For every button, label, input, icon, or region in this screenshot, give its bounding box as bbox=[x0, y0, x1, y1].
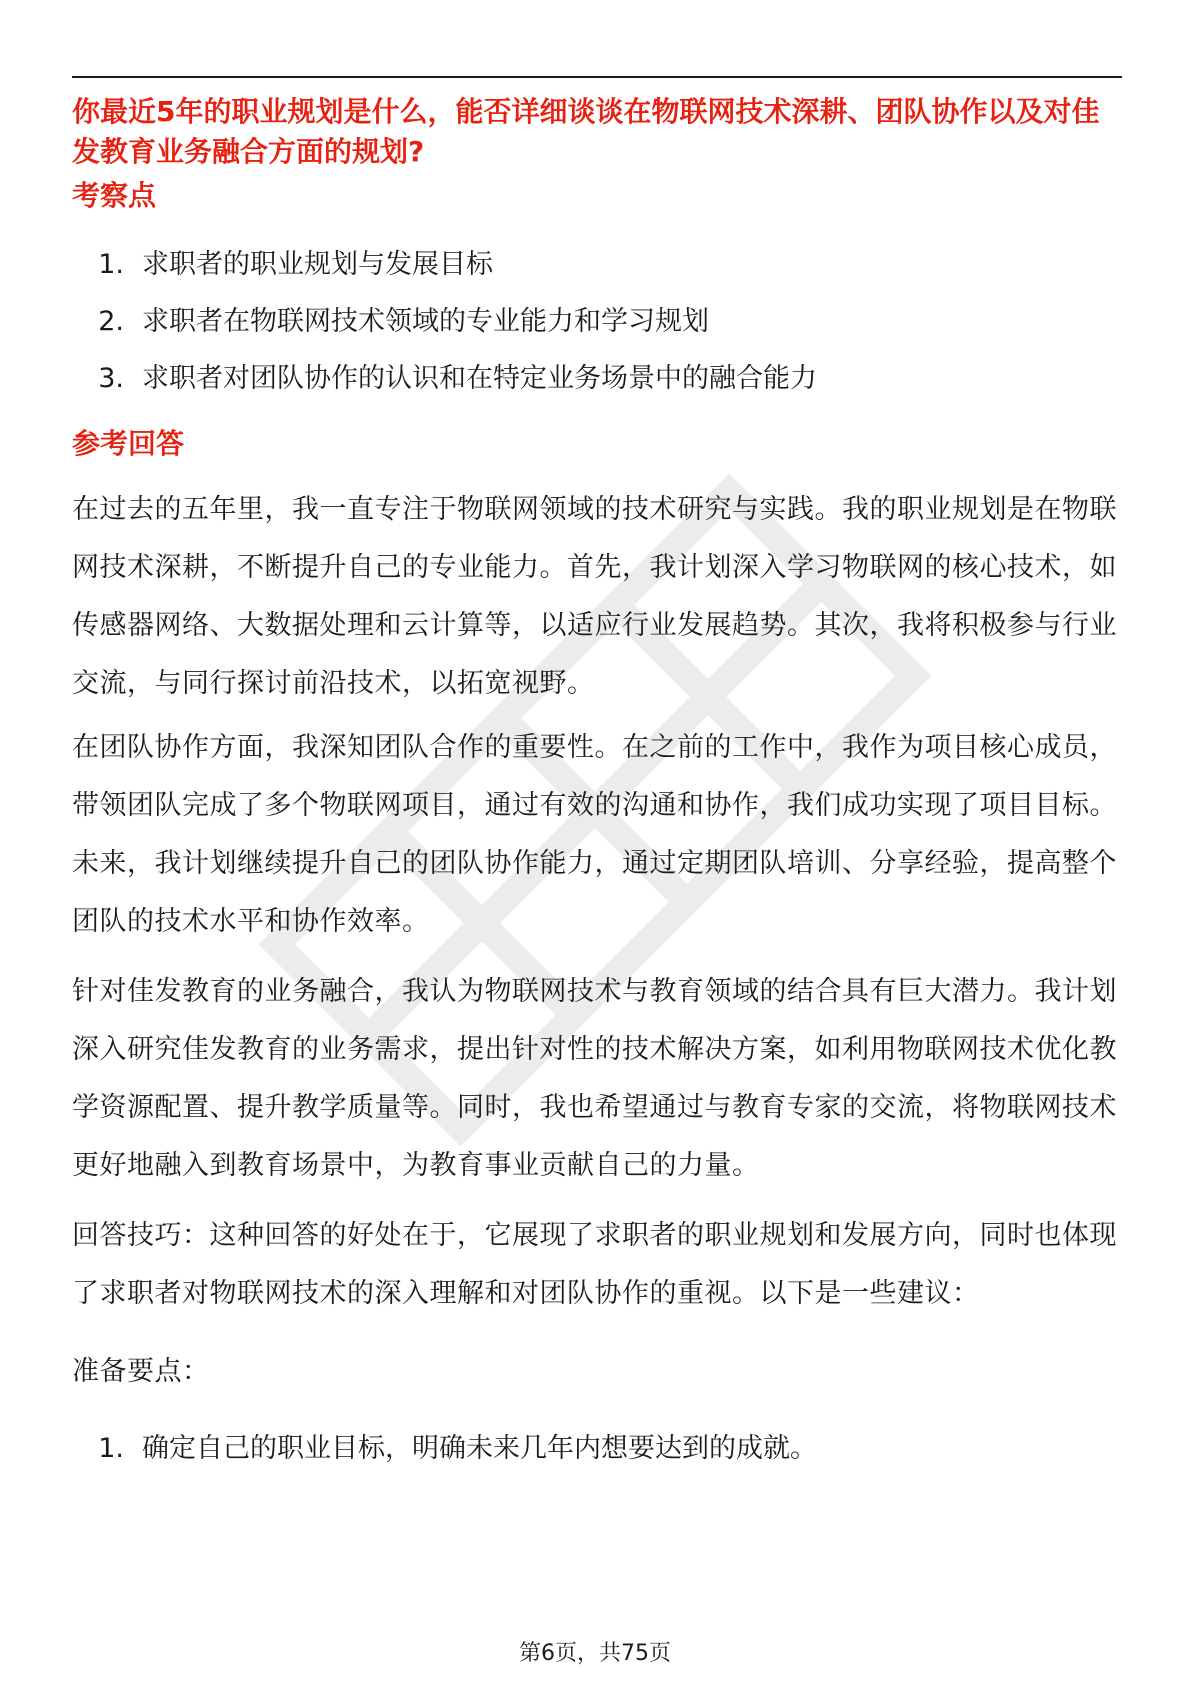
prep-list bbox=[72, 1420, 1122, 1477]
list-text: 求职者在物联网技术领域的专业能力和学习规划 bbox=[142, 306, 709, 337]
list-number: 1. bbox=[98, 1433, 124, 1464]
top-rule bbox=[72, 76, 1122, 78]
question-title: 你最近5年的职业规划是什么，能否详细谈谈在物联网技术深耕、团队协作以及对佳发教育业务融合方面的规划? bbox=[72, 95, 1100, 168]
answer-paragraph-1: 在过去的五年里，我一直专注于物联网领域的技术研究与实践。我的职业规划是在物联网技术深耕，不断提升自己的专业能力。首先，我计划深入学习物联网的核心技术，如传感器网络、大数据处理和云计算等，以适应行业发展趋势。其次，我将积极参与行业交流，与同行探讨前沿技术，以拓宽视野。 bbox=[72, 494, 1117, 699]
points-heading: 考察点 bbox=[72, 179, 157, 212]
list-text: 确定自己的职业目标，明确未来几年内想要达到的成就。 bbox=[142, 1433, 817, 1464]
list-item bbox=[72, 236, 1122, 293]
prep-heading: 准备要点： bbox=[72, 1356, 210, 1387]
list-item bbox=[72, 350, 1122, 407]
answer-paragraph-3: 针对佳发教育的业务融合，我认为物联网技术与教育领域的结合具有巨大潜力。我计划深入研究佳发教育的业务需求，提出针对性的技术解决方案，如利用物联网技术优化教学资源配置、提升教学质量等。同时，我也希望通过与教育专家的交流，将物联网技术更好地融入到教育场景中，为教育事业贡献自己的力量。 bbox=[72, 976, 1117, 1181]
list-item bbox=[72, 1420, 1122, 1477]
page-footer: 第6页，共75页 bbox=[519, 1641, 671, 1666]
list-number: 3. bbox=[98, 363, 124, 394]
list-number: 2. bbox=[98, 306, 124, 337]
answer-heading: 参考回答 bbox=[72, 427, 185, 460]
list-text: 求职者的职业规划与发展目标 bbox=[142, 249, 493, 280]
points-list bbox=[72, 236, 1122, 407]
answer-paragraph-2: 在团队协作方面，我深知团队合作的重要性。在之前的工作中，我作为项目核心成员，带领团队完成了多个物联网项目，通过有效的沟通和协作，我们成功实现了项目目标。未来，我计划继续提升自己的团队协作能力，通过定期团队培训、分享经验，提高整个团队的技术水平和协作效率。 bbox=[72, 732, 1117, 937]
list-number: 1. bbox=[98, 249, 124, 280]
answer-tips: 回答技巧：这种回答的好处在于，它展现了求职者的职业规划和发展方向，同时也体现了求职者对物联网技术的深入理解和对团队协作的重视。以下是一些建议： bbox=[72, 1220, 1117, 1309]
list-item bbox=[72, 293, 1122, 350]
list-text: 求职者对团队协作的认识和在特定业务场景中的融合能力 bbox=[142, 363, 817, 394]
